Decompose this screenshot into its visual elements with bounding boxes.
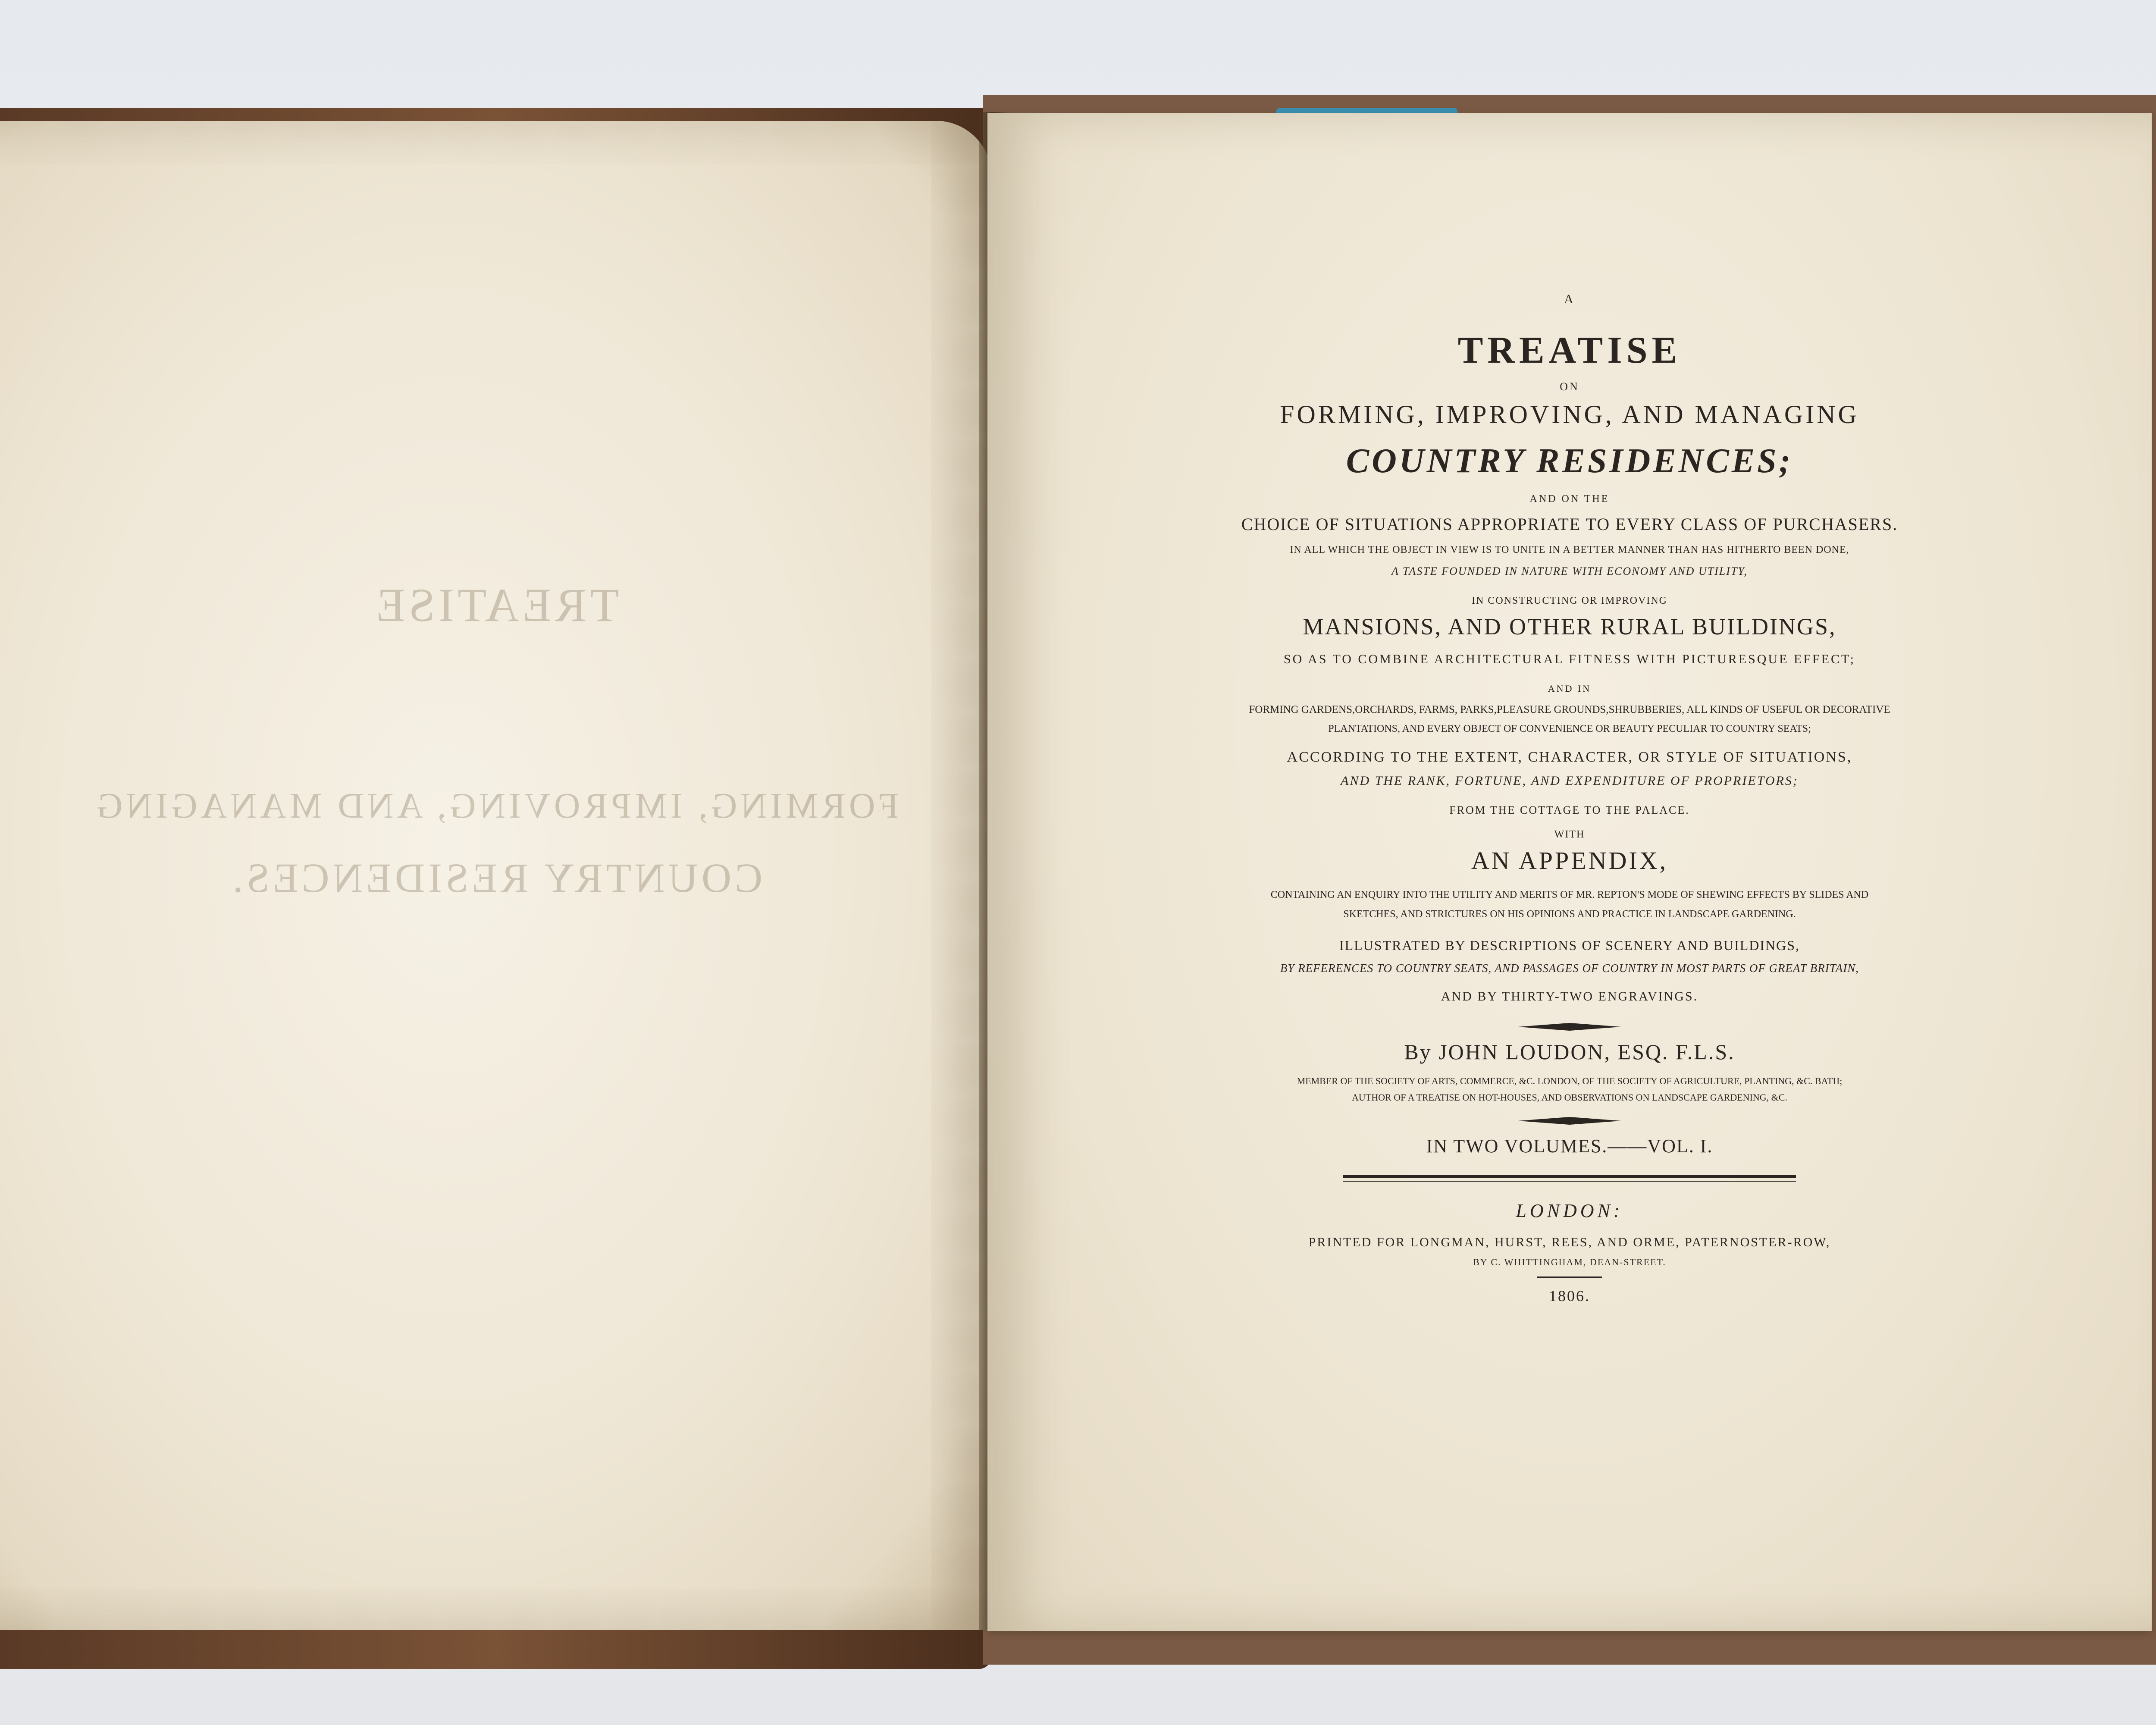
gardens-line-2: PLANTATIONS, AND EVERY OBJECT OF CONVENIENCE OR BEAUTY PECULIAR TO COUNTRY SEATS; xyxy=(1328,723,1811,734)
object-line: IN ALL WHICH THE OBJECT IN VIEW IS TO UNITE IN A BETTER MANNER THAN HAS HITHERTO BEEN DONE, xyxy=(1290,544,1849,555)
according-line: ACCORDING TO THE EXTENT, CHARACTER, OR STYLE OF SITUATIONS, xyxy=(1287,749,1852,765)
rank-line: AND THE RANK, FORTUNE, AND EXPENDITURE OF PROPRIETORS; xyxy=(1341,774,1799,788)
ghost-main-title: COUNTRY RESIDENCES. xyxy=(229,855,763,901)
rule-thick xyxy=(1343,1175,1796,1178)
main-title: COUNTRY RESIDENCES; xyxy=(1346,442,1793,480)
taste-line: A TASTE FOUNDED IN NATURE WITH ECONOMY AND UTILITY, xyxy=(1391,565,1748,577)
year-line: 1806. xyxy=(1549,1287,1590,1305)
with-line: WITH xyxy=(1554,829,1585,840)
subject-line: FORMING, IMPROVING, AND MANAGING xyxy=(1280,400,1859,429)
left-page xyxy=(0,121,992,1630)
short-rule xyxy=(1537,1276,1602,1278)
ornament-divider xyxy=(1518,1117,1621,1125)
enquiry-line-1: CONTAINING AN ENQUIRY INTO THE UTILITY AND MERITS OF MR. REPTON'S MODE OF SHEWING EFFECTS BY SLIDES AND xyxy=(1270,889,1869,900)
engravings-line: AND BY THIRTY-TWO ENGRAVINGS. xyxy=(1441,989,1698,1004)
printer-line-2: BY C. WHITTINGHAM, DEAN-STREET. xyxy=(1473,1257,1666,1267)
choice-line: CHOICE OF SITUATIONS APPROPRIATE TO EVERY CLASS OF PURCHASERS. xyxy=(1241,514,1898,534)
city-line: LONDON: xyxy=(1516,1200,1623,1221)
combine-line: SO AS TO COMBINE ARCHITECTURAL FITNESS WITH PICTURESQUE EFFECT; xyxy=(1283,652,1855,666)
references-line: BY REFERENCES TO COUNTRY SEATS, AND PASSAGES OF COUNTRY IN MOST PARTS OF GREAT BRITAIN, xyxy=(1280,962,1859,975)
gardens-line-1: FORMING GARDENS,ORCHARDS, FARMS, PARKS,PLEASURE GROUNDS,SHRUBBERIES, ALL KINDS OF USEFUL OR DECORATIVE xyxy=(1249,704,1890,715)
ghost-title: TREATISE xyxy=(373,579,619,631)
ghost-subject: FORMING, IMPROVING, AND MANAGING xyxy=(93,786,899,826)
appendix-heading: AN APPENDIX, xyxy=(1471,847,1668,875)
ornament-divider xyxy=(1518,1023,1621,1031)
and-on-the-line: AND ON THE xyxy=(1529,493,1610,505)
on-line: ON xyxy=(1560,380,1579,393)
page-title: TREATISE xyxy=(1457,329,1682,371)
constructing-line: IN CONSTRUCTING OR IMPROVING xyxy=(1471,595,1667,606)
author-line: By JOHN LOUDON, ESQ. F.L.S. xyxy=(1404,1040,1735,1064)
mansions-line: MANSIONS, AND OTHER RURAL BUILDINGS, xyxy=(1303,614,1836,640)
volumes-line: IN TWO VOLUMES.——VOL. I. xyxy=(1426,1135,1713,1157)
cottage-line: FROM THE COTTAGE TO THE PALACE. xyxy=(1449,804,1690,816)
illustrated-line: ILLUSTRATED BY DESCRIPTIONS OF SCENERY AND BUILDINGS, xyxy=(1339,938,1800,953)
title-page xyxy=(987,113,2152,1631)
and-in-line: AND IN xyxy=(1548,683,1592,694)
member-line-2: AUTHOR OF A TREATISE ON HOT-HOUSES, AND OBSERVATIONS ON LANDSCAPE GARDENING, &C. xyxy=(1352,1092,1787,1103)
member-line-1: MEMBER OF THE SOCIETY OF ARTS, COMMERCE, &C. LONDON, OF THE SOCIETY OF AGRICULTURE, PLANTING, &C. BATH; xyxy=(1297,1076,1843,1086)
rule-thin xyxy=(1343,1181,1796,1182)
enquiry-line-2: SKETCHES, AND STRICTURES ON HIS OPINIONS AND PRACTICE IN LANDSCAPE GARDENING. xyxy=(1343,909,1796,920)
article-line: A xyxy=(1564,292,1575,306)
printer-line: PRINTED FOR LONGMAN, HURST, REES, AND ORME, PATERNOSTER-ROW, xyxy=(1308,1235,1831,1249)
